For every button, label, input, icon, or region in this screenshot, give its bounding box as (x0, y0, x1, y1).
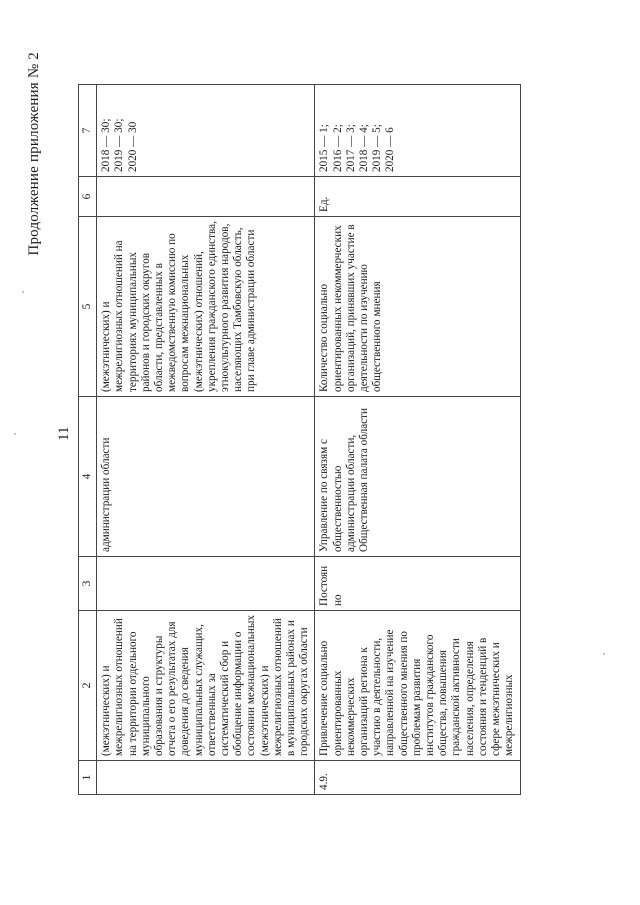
target-values-cell (97, 85, 315, 177)
term-cell (97, 557, 315, 611)
measure-description: (межэтнических) и межрелигиозных отношений на территории отдельного муниципального образования и структуры отчета о его результатах для доведения до сведения муниципальных служащих, ответственных за систематический сбор и обобщение информации о состоянии межнациональных (межэтнических) и межрелигиозных отношений в муниципальных районах и городских округах области (97, 611, 315, 761)
measure-description: Привлечение социально ориентированных некоммерческих организаций региона к участию в деятельности, направленной на изучение общественного мнения по проблемам развития институтов гражданского общества, повышения гражданской активности населения, определения состояния и тенденций в сфере межэтнических и межрелигиозных (315, 611, 520, 761)
scan-speck (14, 433, 16, 435)
executor-cell: Управление по связям с общественностью администрации области, Общественная палата области (315, 397, 520, 557)
column-header: 4 (79, 397, 97, 557)
term-cell: Постоянно (315, 557, 520, 611)
target-value: 2020 — 6 (384, 127, 397, 172)
target-value: 2019 — 30; (113, 118, 126, 172)
table-row (97, 85, 315, 795)
target-values-cell (315, 85, 520, 177)
row-number (97, 761, 315, 795)
annex-title: Продолжение приложения № 2 (26, 52, 42, 256)
unit-cell (97, 177, 315, 217)
column-header: 2 (79, 611, 97, 761)
target-value: 2015 — 1; (318, 124, 331, 172)
scan-speck (603, 653, 605, 655)
column-header: 5 (79, 217, 97, 397)
target-value: 2016 — 2; (331, 124, 344, 172)
target-value: 2019 — 5; (371, 124, 384, 172)
column-header: 3 (79, 557, 97, 611)
row-number: 4.9. (315, 761, 520, 795)
indicator-cell: Количество социально ориентированных некоммерческих организаций, принявших участие в деятельности по изучению общественного мнения (315, 217, 520, 397)
executor-cell: администрации области (97, 397, 315, 557)
page-number: 11 (56, 426, 72, 441)
indicator-cell: (межэтнических) и межрелигиозных отношений на территориях муниципальных районов и городских округов области, представленных в межведомственную комиссию по вопросам межнациональных (межэтнических) отношений, укрепления гражданского единства, этнокультурного развития народов, населяющих Тамбовскую область, при главе администрации области (97, 217, 315, 397)
table-header-row (79, 85, 97, 795)
target-value: 2020 — 30 (126, 121, 139, 172)
column-header: 7 (79, 85, 97, 177)
target-value: 2018 — 30; (100, 118, 113, 172)
measures-table (78, 84, 521, 795)
target-value: 2017 — 3; (344, 124, 357, 172)
scan-speck (22, 291, 24, 293)
table-row (315, 85, 520, 795)
column-header: 1 (79, 761, 97, 795)
column-header: 6 (79, 177, 97, 217)
unit-cell: Ед. (315, 177, 520, 217)
target-value: 2018 — 4; (358, 124, 371, 172)
